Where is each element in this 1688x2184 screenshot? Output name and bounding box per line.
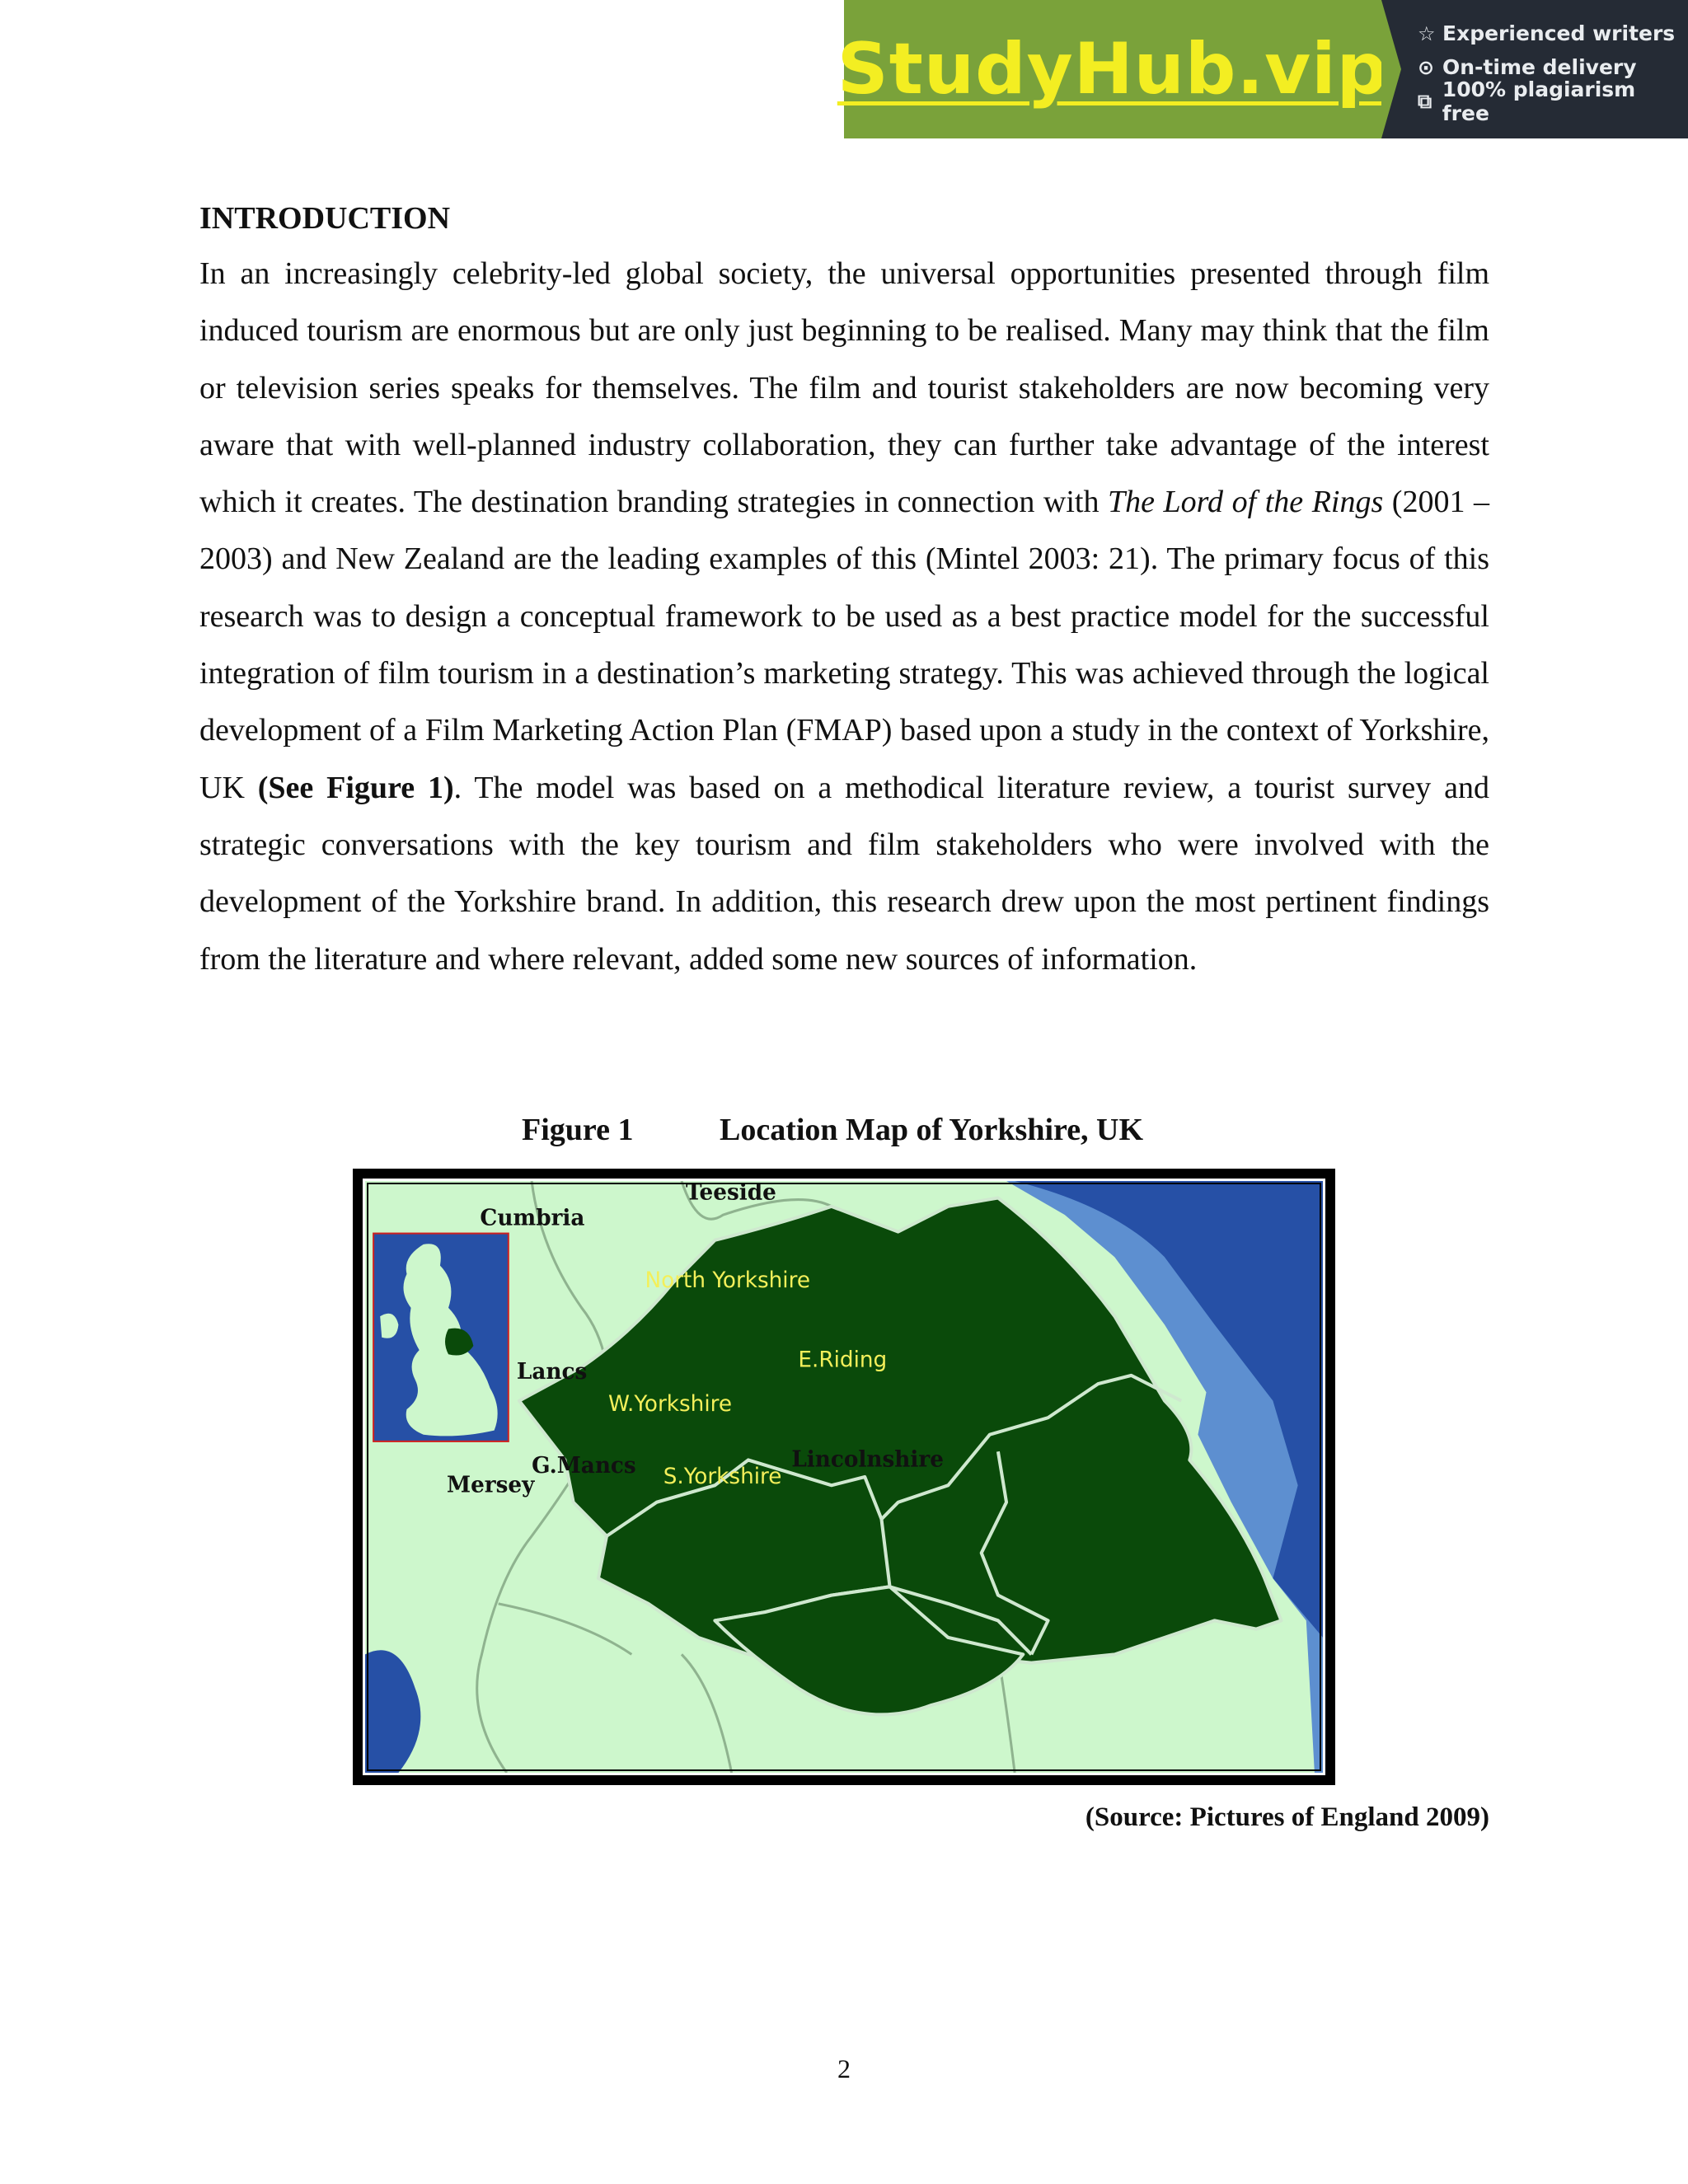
brand-logo[interactable]	[837, 0, 1389, 138]
advert-banner[interactable]	[837, 0, 1688, 138]
intro-paragraph	[199, 246, 1489, 988]
map-label-teeside: Teeside	[686, 1181, 776, 1206]
intro-text-part-2: (2001 – 2003) and New Zealand are the leading examples of this (Mintel 2003: 21). The primary focus of this research was to design a conceptual framework to be used as a best practice model for the successful integration of film tourism in a destination’s marketing strategy. This was achieved through the logical development of a Film Marketing Action Plan (FMAP) based upon a study in the context of Yorkshire, UK	[199, 485, 1490, 805]
intro-text-part-3: . The model was based on a methodical literature review, a tourist survey and strategic conversations with the key tourism and film stakeholders who were involved with the development of the Yorkshire brand. In addition, this research drew upon the most pertinent findings from the literature and where relevant, added some new sources of information.	[199, 770, 1489, 977]
map-graphic	[365, 1181, 1323, 1773]
brand-name: StudyHub.vip	[837, 28, 1389, 110]
clock-icon: ⊙	[1418, 55, 1435, 79]
figure-reference: (See Figure 1)	[257, 770, 454, 805]
intro-text-part-1: In an increasingly celebrity-led global society, the universal opportunities presented through film induced tourism are enormous but are only just beginning to be realised. Many may think that the film or television series speaks for themselves. The film and tourist stakeholders are now becoming very aware that with well-planned industry collaboration, they can further take advantage of the interest which it creates. The destination branding strategies in connection with	[199, 256, 1489, 520]
feature-item	[1418, 77, 1688, 125]
copy-icon: ⧉	[1418, 89, 1432, 113]
map-panel	[363, 1179, 1325, 1775]
star-icon: ☆	[1418, 21, 1436, 45]
page-number: 2	[837, 2054, 851, 2083]
map-label-g-mancs: G.Mancs	[532, 1452, 636, 1479]
feature-label: On-time delivery	[1442, 55, 1637, 79]
map-label-e-riding: E.Riding	[798, 1347, 888, 1373]
map-label-cumbria: Cumbria	[480, 1205, 585, 1231]
map-label-lincolnshire: Lincolnshire	[791, 1446, 944, 1473]
figure-label: Figure 1	[522, 1113, 634, 1147]
feature-label: 100% plagiarism free	[1442, 77, 1636, 125]
figure-source: (Source: Pictures of England 2009)	[1085, 1802, 1489, 1832]
map-label-north-yorkshire: North Yorkshire	[645, 1268, 811, 1294]
feature-label: Experienced writers	[1442, 21, 1676, 45]
figure-title: Location Map of Yorkshire, UK	[720, 1113, 1144, 1147]
uk-inset-map	[373, 1234, 509, 1441]
map-label-mersey: Mersey	[447, 1472, 535, 1498]
yorkshire-map	[353, 1169, 1335, 1785]
feature-list	[1381, 0, 1688, 138]
film-title: The Lord of the Rings	[1108, 485, 1384, 520]
feature-item	[1418, 16, 1688, 50]
section-heading: INTRODUCTION	[199, 201, 451, 236]
map-label-lancs: Lancs	[516, 1358, 588, 1385]
map-label-s-yorkshire: S.Yorkshire	[663, 1464, 782, 1490]
map-label-w-yorkshire: W.Yorkshire	[608, 1390, 733, 1418]
